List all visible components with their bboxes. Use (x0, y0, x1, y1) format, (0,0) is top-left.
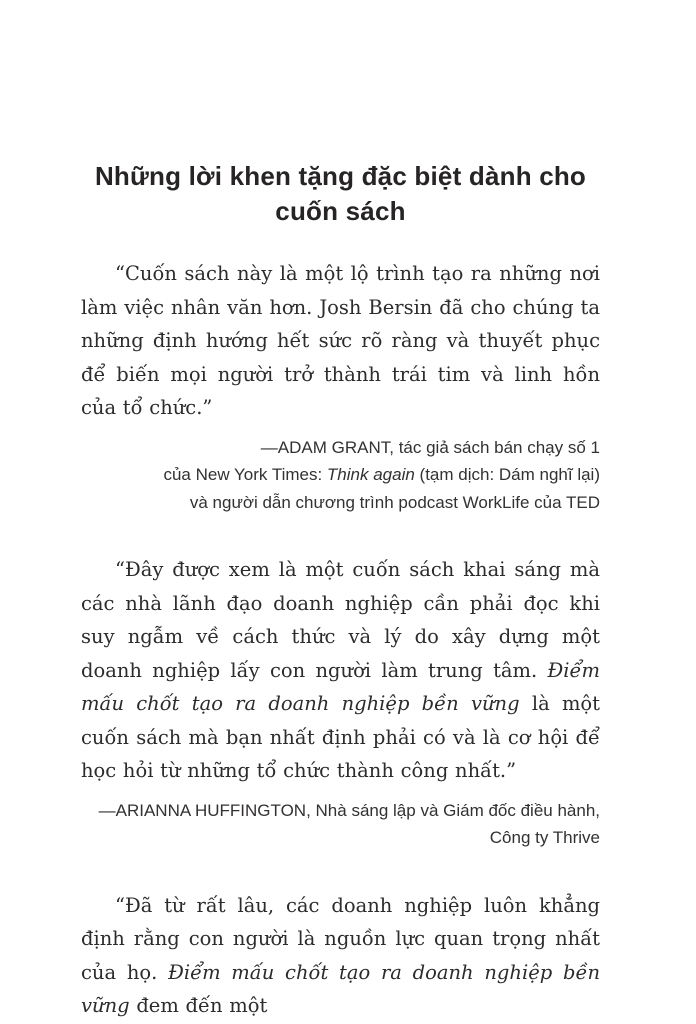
praise-quote-third-partial (81, 889, 600, 1023)
quote-text: “Đây được xem là một cuốn sách khai sáng mà các nhà lãnh đạo doanh nghiệp cần phải đọc khi suy ngẫm về cách thức và lý do xây dựng một doanh nghiệp lấy con người làm trung tâm. Điểm mấu chốt tạo ra doanh nghiệp bền vững là một cuốn sách mà bạn nhất định phải có và là cơ hội để học hỏi từ những tổ chức thành công nhất.” (81, 558, 601, 782)
quote-attribution: —ADAM GRANT, tác giả sách bán chạy số 1 của New York Times: Think again (tạm dịch: Dám nghĩ lại) và người dẫn chương trình podcast WorkLife của TED (163, 437, 600, 512)
quote-text: “Đã từ rất lâu, các doanh nghiệp luôn khẳng định rằng con người là nguồn lực quan trọng nhất của họ. Điểm mấu chốt tạo ra doanh nghiệp bền vững đem đến một (81, 893, 600, 1017)
quote-attribution: —ARIANNA HUFFINGTON, Nhà sáng lập và Giám đốc điều hành, Công ty Thrive (98, 800, 600, 847)
page-title (81, 159, 600, 229)
quote-text: “Cuốn sách này là một lộ trình tạo ra những nơi làm việc nhân văn hơn. Josh Bersin đã cho chúng ta những định hướng hết sức rõ ràng và thuyết phục để biến mọi người trở thành trái tim và linh hồn của tổ chức.” (81, 262, 600, 419)
page-title-line-2: cuốn sách (275, 196, 406, 226)
praise-quote-adam-grant (81, 257, 600, 516)
praise-quote-arianna-huffington (81, 553, 600, 852)
page-title-line-1: Những lời khen tặng đặc biệt dành cho (94, 161, 587, 191)
